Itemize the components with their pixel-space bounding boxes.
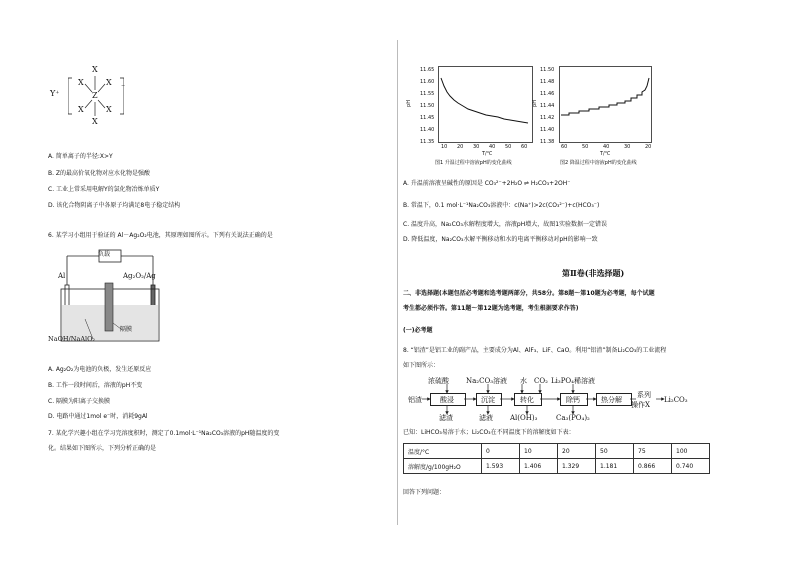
table-cell: 100: [672, 444, 710, 459]
table-row-temperature: [404, 444, 710, 459]
ligand-top: X: [92, 65, 98, 74]
fig2-xtick-2: 40: [603, 144, 610, 150]
q7-option-c: C. 温度升高，Na₂CO₃水解程度增大，溶液pH增大，故图1实验数据一定错误: [403, 221, 608, 228]
table-cell: 10: [520, 444, 558, 459]
fig2-ytick-5: 11.40: [540, 127, 555, 133]
step-series-label: 系列: [637, 391, 651, 399]
table-cell: 50: [596, 444, 634, 459]
product-label: Li₂CO₃: [664, 396, 688, 404]
anion-charge: ⁻: [121, 83, 126, 92]
solubility-table: [403, 443, 710, 474]
table-cell: 1.329: [558, 459, 596, 474]
q5-option-d: D. 该化合物阴离子中各原子均满足8电子稳定结构: [48, 202, 181, 209]
step-convert-label: 转化: [520, 396, 534, 404]
table-cell: 1.406: [520, 459, 558, 474]
section2-intro-2: 考生都必须作答。第11题～第12题为选考题，考生根据要求作答): [403, 305, 579, 312]
fig1-ytick-0: 11.65: [420, 67, 435, 73]
fig1-plot: [438, 66, 534, 144]
fig2-ytick-6: 11.38: [540, 139, 555, 145]
start-material: 铝渣: [408, 396, 422, 404]
ag-electrode-label: Ag₂O₂/Ag: [123, 272, 156, 280]
fig2-xtick-1: 50: [582, 144, 589, 150]
q7-stem-line1: 7. 某化学兴趣小组在学习完溶度积时，测定了0.1mol·L⁻¹Na₂CO₃溶液的pH随温度的变: [48, 430, 280, 437]
step-operation-x-label: 操作X: [631, 401, 650, 409]
fig1-xlabel: T/℃: [482, 151, 493, 157]
q6-option-d: D. 电路中通过1mol e⁻时，消耗9gAl: [48, 413, 148, 420]
q7-option-a: A. 升温前溶液呈碱性的原因是 CO₃²⁻+2H₂O ⇌ H₂CO₃+2OH⁻: [403, 180, 571, 187]
table-row-solubility: [404, 459, 710, 474]
fig1-xtick-3: 40: [489, 144, 496, 150]
table-header-solubility: 溶解度/g/100gH₂O: [404, 459, 482, 474]
ligand-ll: X: [78, 105, 84, 114]
fig2-xtick-4: 20: [645, 144, 652, 150]
q8-stem-line1: 8. “铝渣”是铝工业的副产品，主要成分为Al、AlF₃、LiF、CaO。利用“铝渣”制备Li₂CO₃的工业流程: [403, 347, 667, 354]
fig1-ytick-3: 11.50: [420, 103, 435, 109]
table-cell: 0: [482, 444, 520, 459]
fig2-ytick-0: 11.50: [540, 67, 555, 73]
fig2-caption: 图2 降温过程中溶液pH的变化曲线: [560, 160, 637, 166]
fig2-ytick-2: 11.46: [540, 91, 555, 97]
fig2-plot: [559, 66, 653, 144]
reagent-li3po4: Li₃PO₄稀溶液: [551, 377, 595, 385]
q5-option-a: A. 简单离子的半径:X>Y: [48, 153, 113, 160]
ligand-ul: X: [78, 78, 84, 87]
output-filtrate: 滤液: [479, 414, 493, 422]
fig1-xtick-0: 10: [441, 144, 448, 150]
step-precipitate-label: 沉淀: [481, 396, 495, 404]
fig2-xlabel: T/℃: [600, 151, 611, 157]
fig1-xtick-5: 60: [521, 144, 528, 150]
output-ca3po4: Ca₃(PO₄)₂: [556, 414, 590, 422]
q8-known: 已知：LiHCO₃易溶于水；Li₂CO₃在不同温度下的溶解度如下表：: [403, 429, 575, 436]
reagent-na2co3: Na₂CO₃溶液: [466, 377, 508, 385]
table-cell: 75: [634, 444, 672, 459]
fig1-xtick-4: 50: [505, 144, 512, 150]
fig2-ytick-1: 11.48: [540, 79, 555, 85]
fig1-ytick-1: 11.60: [420, 79, 435, 85]
column-divider: [397, 40, 398, 525]
output-residue-1: 滤渣: [439, 414, 453, 422]
required-heading: (一)必考题: [403, 327, 433, 334]
table-cell: 0.740: [672, 459, 710, 474]
table-cell: 20: [558, 444, 596, 459]
q6-option-c: C. 隔膜为阳离子交换膜: [48, 398, 111, 405]
load-label: 负载: [98, 251, 111, 258]
ligand-lr: X: [106, 105, 112, 114]
q6-stem: 6. 某学习小组用于验证的 Al－Ag₂O₂电池，其原理如图所示。下列有关说法正确的是: [48, 232, 273, 239]
fig2-ylabel: pH: [531, 100, 538, 107]
q5-option-c: C. 工业上常采用电解Y的氯化物冶炼单质Y: [48, 186, 160, 193]
table-cell: 0.866: [634, 459, 672, 474]
step-acid-leach-label: 酸浸: [440, 396, 454, 404]
q5-option-b: B. Z的最高价氧化物对应水化物是强酸: [48, 170, 151, 177]
membrane-label: 隔膜: [120, 326, 133, 333]
electrolyte-label: NaOH/NaAlO₂: [48, 335, 96, 343]
fig1-caption: 图1 升温过程中溶液pH的变化曲线: [435, 160, 512, 166]
section2-title: 第Ⅱ卷(非选择题): [562, 268, 625, 278]
reagent-h2so4: 浓硫酸: [428, 377, 449, 385]
bond-lines: [68, 74, 124, 118]
table-header-temperature: 温度/°C: [404, 444, 482, 459]
al-electrode-label: Al: [58, 272, 66, 280]
fig1-xtick-2: 30: [473, 144, 480, 150]
fig1-ytick-6: 11.35: [420, 139, 435, 145]
q6-option-a: A. Ag₂O₂为电池的负极，发生还原反应: [48, 366, 152, 373]
step-thermal-decomp-label: 热分解: [601, 396, 622, 404]
battery-svg: [55, 247, 165, 347]
reagent-co2: CO₂: [534, 377, 548, 385]
flow-arrows: [420, 384, 670, 424]
cation-label: Y⁺: [50, 89, 60, 98]
fig2-xtick-0: 60: [561, 144, 568, 150]
reagent-water: 水: [520, 377, 527, 385]
fig2-ytick-3: 11.44: [540, 103, 555, 109]
fig1-ytick-4: 11.45: [420, 115, 435, 121]
q8-stem-line2: 如下图所示：: [403, 362, 440, 369]
fig1-ytick-5: 11.40: [420, 127, 435, 133]
q7-stem-line2: 化。结果如下图所示，下列分析正确的是: [48, 445, 157, 452]
q8-answer-prompt: 回答下列问题：: [403, 489, 446, 496]
output-aloh3: Al(OH)₃: [510, 414, 538, 422]
fig1-ytick-2: 11.55: [420, 91, 435, 97]
ligand-ur: X: [106, 78, 112, 87]
q6-option-b: B. 工作一段时间后，溶液的pH不变: [48, 382, 143, 389]
fig1-xtick-1: 20: [457, 144, 464, 150]
section2-intro-1: 二、非选择题(本题包括必考题和选考题两部分，共58分。第8题～第10题为必考题，每个试题: [403, 290, 655, 297]
q7-option-b: B. 常温下，0.1 mol·L⁻¹Na₂CO₃溶液中：c(Na⁺)>2c(CO₃²⁻)+c(HCO₃⁻): [403, 202, 600, 209]
ligand-bottom: X: [92, 117, 98, 126]
fig2-ytick-4: 11.42: [540, 115, 555, 121]
q7-option-d: D. 降低温度，Na₂CO₃水解平衡移动和水的电离平衡移动对pH的影响一致: [403, 236, 598, 243]
table-cell: 1.181: [596, 459, 634, 474]
step-remove-ca-label: 除钙: [566, 396, 580, 404]
center-atom: Z: [92, 91, 98, 100]
fig2-xtick-3: 30: [624, 144, 631, 150]
fig1-ylabel: pH: [405, 100, 412, 107]
table-cell: 1.593: [482, 459, 520, 474]
